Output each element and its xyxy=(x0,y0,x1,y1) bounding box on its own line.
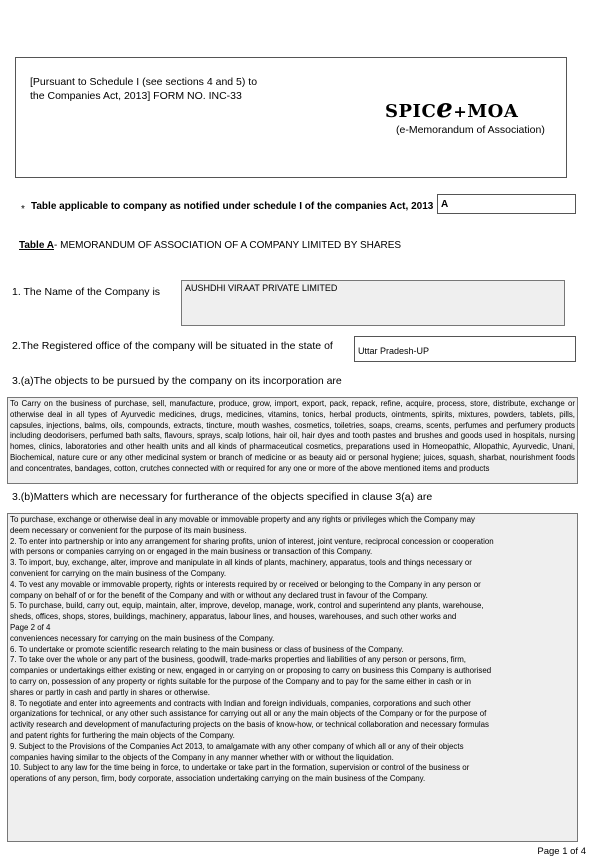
objects-field[interactable]: To Carry on the business of purchase, sell, manufacture, produce, grow, import, export, pack, repack, refine, acquire, process, store, distribute, exchange or otherwise deal in all types of Ayurvedic medicines, drugs, medicines, vitamins, tonics, herbal products, ointments, spirits, mixtures, powders, tablets, pills, capsules, injections, balms, oils, compounds, extracts, tincture, mouth washes, cosmetics, toiletries, soaps, creams, scents, perfumes and perfumery products including deodorisers, perfumed bath salts, flavours, sprays, scalp lotions, hair oil, hair dyes and tooth pastes and brushes and goods used in hospitals, nursing homes, clinics, laboratories and other health units and all kinds of pharmaceutical cosmetics, preparations used in Homeopathic, Allopathic, Ayurvedic, Unani, Biochemical, nature cure or any other medicinal system or branch of medicine or as beauty aid or personal hygiene; juices, squash, sharbat, nourishment foods and concentrates, bandages, cotton, crutches connected with or required for any one or more of the above mentioned items and products xyxy=(7,397,578,484)
matters-line: 6. To undertake or promote scientific research relating to the main business or class of business of the Company. xyxy=(10,644,404,654)
pursuant-line-1: [Pursuant to Schedule I (see sections 4 and 5) to xyxy=(30,76,258,88)
matters-line: with persons or companies carrying on or engaged in the main business or transaction of this Company. xyxy=(10,547,373,557)
pursuant-line-2: the Companies Act, 2013] FORM NO. INC-33 xyxy=(30,90,242,102)
table-applicable-field[interactable]: A xyxy=(437,194,576,214)
matters-line: and patent rights for furthering the main objects of the Company. xyxy=(10,730,235,740)
matters-line: organizations for technical, or any other such assistance for carrying out all or any the main objects of the Company or for the purpose of xyxy=(10,709,487,719)
matters-line: 7. To take over the whole or any part of the business, goodwill, trade-marks properties and liabilities of any person or persons, firm, xyxy=(10,655,466,665)
company-name-field[interactable]: AUSHDHI VIRAAT PRIVATE LIMITED xyxy=(181,280,565,326)
matters-line: 4. To vest any movable or immovable property, rights or interests required by or received or belonging to the Company in any person or xyxy=(10,579,481,589)
objects-label: 3.(a)The objects to be pursued by the company on its incorporation are xyxy=(12,375,342,387)
required-star: * xyxy=(21,204,25,215)
matters-line: 8. To negotiate and enter into agreements and contracts with Indian and foreign individuals, companies, corporations and such other xyxy=(10,698,471,708)
matters-field[interactable] xyxy=(7,513,578,842)
matters-line: sheds, offices, shops, stores, buildings, machinery, apparatus, labour lines, and houses, warehouses, and such other works and xyxy=(10,612,457,622)
matters-line: company on behalf of or for the benefit of the Company and with or without any declared trust in favour of the Company. xyxy=(10,590,428,600)
matters-line: 10. Subject to any law for the time being in force, to undertake or take part in the formation, supervision or control of the business or xyxy=(10,763,470,773)
matters-line: operations of any person, firm, body corporate, association undertaking carrying on the main business of the Company. xyxy=(10,774,426,784)
page-number: Page 1 of 4 xyxy=(537,846,586,857)
matters-line: companies or undertakings either existing or new, engaged in or carrying on or proposing to carry on business this Company is authorised xyxy=(10,666,492,676)
matters-line: activity research and development of manufacturing projects on the basis of know-how, or technical collaboration and necessary formulas xyxy=(10,720,489,730)
matters-line: Page 2 of 4 xyxy=(10,622,51,632)
registered-office-label: 2.The Registered office of the company will be situated in the state of xyxy=(12,340,333,352)
matters-line: companies having similar to the objects of the Company in any manner whether with or without the liquidation. xyxy=(10,752,394,762)
matters-line: convenient for carrying on the main business of the Company. xyxy=(10,568,227,578)
spice-moa-logo: SPICe+MOA xyxy=(385,94,519,124)
form-subtitle: (e-Memorandum of Association) xyxy=(396,124,545,136)
matters-line: deem necessary or convenient for the purpose of its main business. xyxy=(10,525,247,535)
form-reference xyxy=(30,75,270,103)
matters-line: shares or partly in cash and partly in shares or otherwise. xyxy=(10,687,210,697)
table-applicable-label: Table applicable to company as notified under schedule I of the companies Act, 2013 xyxy=(31,201,434,212)
state-field[interactable]: Uttar Pradesh-UP xyxy=(354,336,576,362)
matters-label: 3.(b)Matters which are necessary for furtherance of the objects specified in clause 3(a) are xyxy=(12,491,433,503)
matters-line: 9. Subject to the Provisions of the Companies Act 2013, to amalgamate with any other company of which all or any of their objects xyxy=(10,741,464,751)
matters-line: to carry on, possession of any property or rights suitable for the purpose of the Company and to pay for the same either in cash or in xyxy=(10,676,471,686)
table-a-heading: Table A- MEMORANDUM OF ASSOCIATION OF A COMPANY LIMITED BY SHARES xyxy=(19,240,402,251)
matters-line: 2. To enter into partnership or into any arrangement for sharing profits, union of interest, joint venture, reciprocal concession or cooperation xyxy=(10,536,494,546)
matters-line: conveniences necessary for carrying on the main business of the Company. xyxy=(10,633,275,643)
matters-line: 3. To import, buy, exchange, alter, improve and manipulate in all kinds of plants, machinery, apparatus, tools and things necessary or xyxy=(10,558,472,568)
matters-line: To purchase, exchange or otherwise deal in any movable or immovable property and any rights or privileges which the Company may xyxy=(10,515,475,524)
company-name-label: 1. The Name of the Company is xyxy=(12,286,161,298)
matters-line: 5. To purchase, build, carry out, equip, maintain, alter, improve, develop, manage, work, control and superintend any plants, warehouse, xyxy=(10,601,484,611)
